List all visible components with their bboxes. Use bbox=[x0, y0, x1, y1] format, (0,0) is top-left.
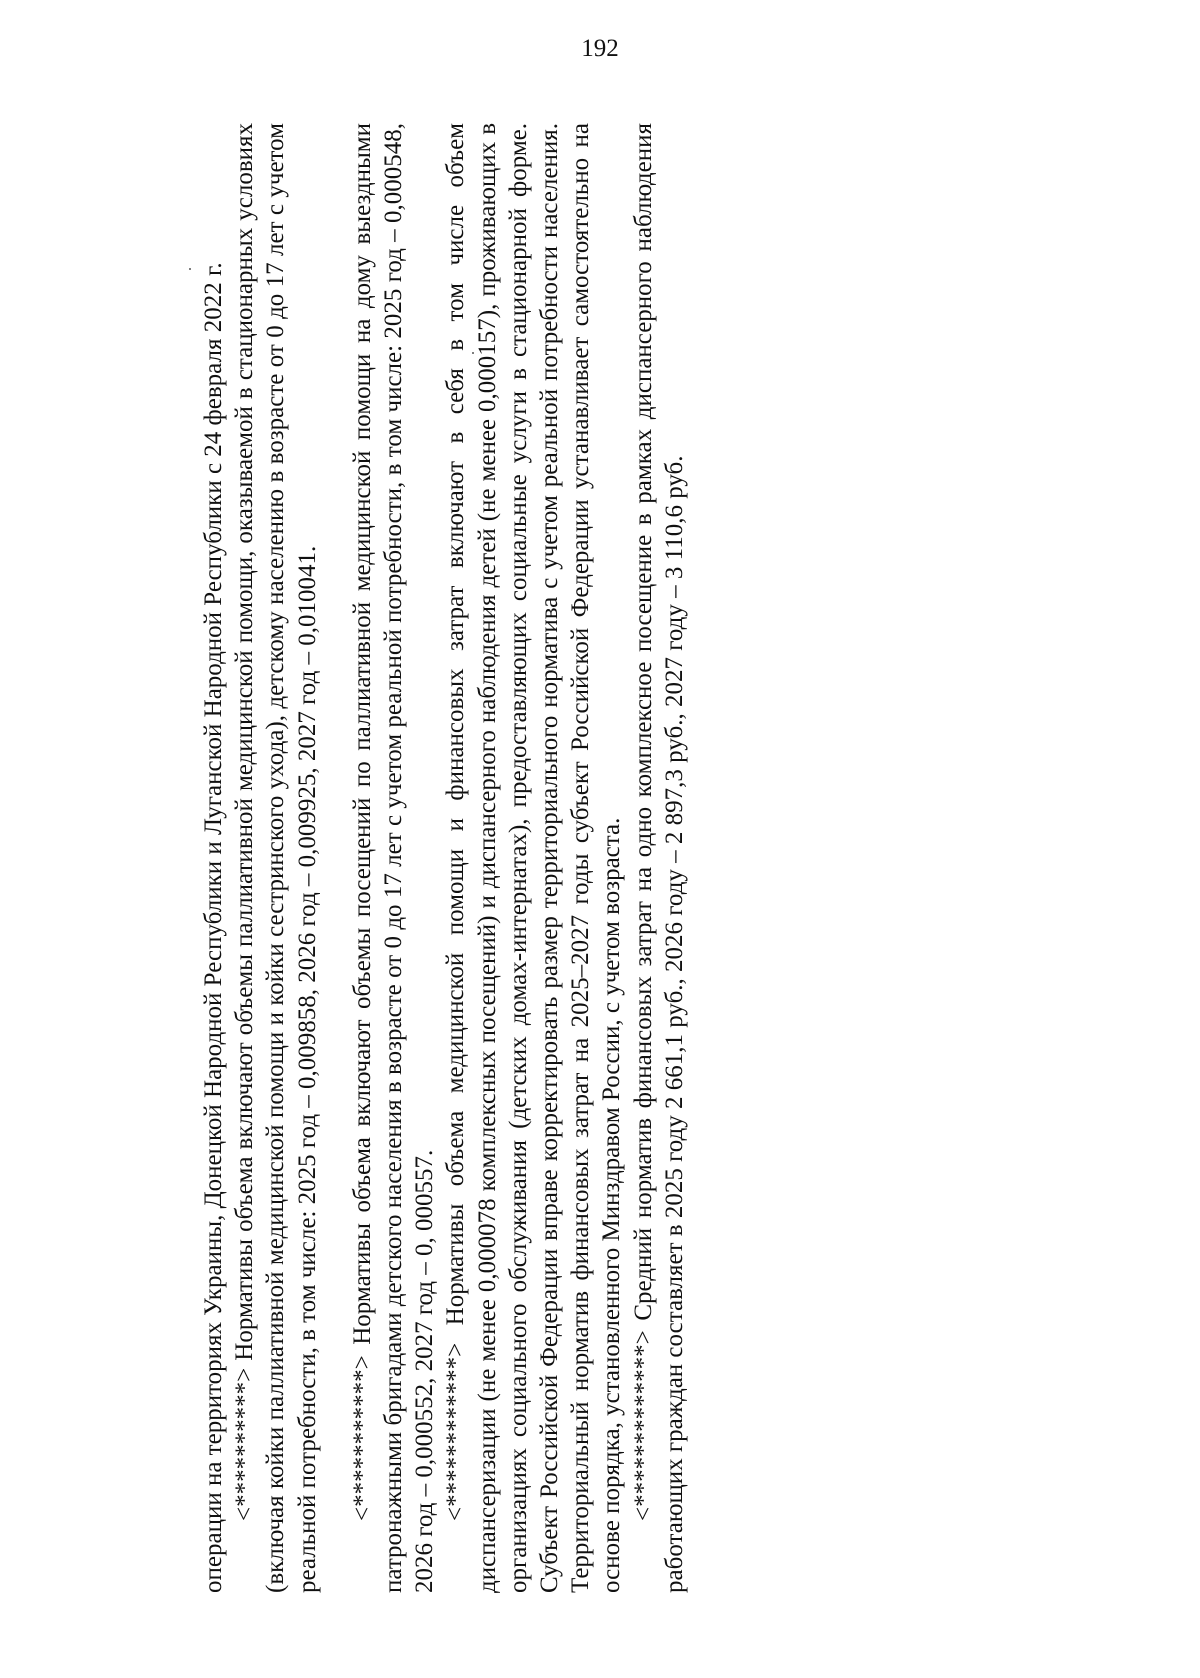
footnote-palliative-home-visits: <***********> Нормативы объема включают объемы посещений по паллиативной медицинской помощи на дому выездными патронажными бригадами детского населения в возрасте от 0 до 17 лет с учетом реальной потребности, в том числе: 2025 год – 0,000548, 2026 год – 0,000552, 2027 год – 0, 000557. bbox=[348, 123, 439, 1593]
footnote-dispensarization: <************> Нормативы объема медицинской помощи и финансовых затрат включают в себя в том числе объем диспансеризации (не менее 0,000078 комплексных посещений) и диспансерного наблюдения детей (не менее 0,000157), проживающих в организациях социального обслуживания (детских домах-интернатах), предоставляющих социальные услуги в стационарной форме. Субъект Российской Федерации вправе корректировать размер территориального норматива с учетом реальной потребности населения. Территориальный норматив финансовых затрат на 2025–2027 годы субъект Российской Федерации устанавливает самостоятельно на основе порядка, установленного Минздравом России, с учетом возраста. bbox=[442, 123, 626, 1593]
footnote-palliative-inpatient: <**********> Нормативы объема включают объемы паллиативной медицинской помощи, оказываемой в стационарных условиях (включая койки паллиативной медицинской помощи и койки сестринского ухода), детскому населению в возрасте от 0 до 17 лет с учетом реальной потребности, в том числе: 2025 год – 0,009858, 2026 год – 0,009925, 2027 год – 0,010041. bbox=[231, 123, 321, 1593]
page-number: 192 bbox=[581, 35, 619, 62]
paragraph-continuation: операции на территориях Украины, Донецкой Народной Республики и Луганской Народной Республики с 24 февраля 2022 г. bbox=[200, 262, 227, 1593]
scan-speck bbox=[189, 268, 191, 270]
footnote-financial-norm: <*************> Средний норматив финансовых затрат на одно комплексное посещение в рамках диспансерного наблюдения работающих граждан составляет в 2025 году 2 661,1 руб., 2026 году – 2 897,3 руб., 2027 году – 3 110,6 руб. bbox=[629, 123, 688, 1593]
document-body bbox=[198, 123, 798, 1593]
